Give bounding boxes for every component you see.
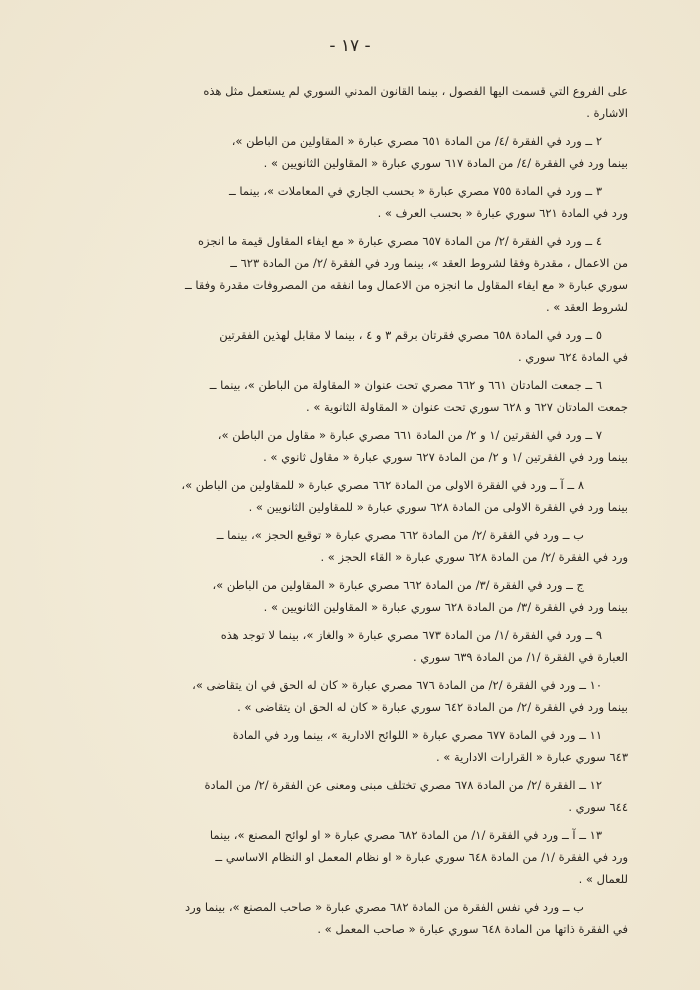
item-line: ١١ ــ ورد في المادة ٦٧٧ مصري عبارة « اللوائح الادارية »، بينما ورد في المادة bbox=[232, 728, 602, 742]
item-line: جمعت المادتان ٦٢٧ و ٦٢٨ سوري تحت عنوان « المقاولة الثانوية » . bbox=[306, 400, 628, 414]
numbered-item bbox=[88, 374, 628, 418]
numbered-item bbox=[88, 130, 628, 174]
item-line: في الفقرة ذاتها من المادة ٦٤٨ سوري عبارة « صاحب المعمل » . bbox=[317, 922, 628, 936]
sub-item bbox=[88, 896, 628, 940]
item-line: ٦ ــ جمعت المادتان ٦٦١ و ٦٦٢ مصري تحت عنوان « المقاولة من الباطن »، بينما ــ bbox=[209, 378, 602, 392]
document-body bbox=[88, 80, 628, 946]
numbered-item bbox=[88, 424, 628, 468]
item-line: ٨ ــ آ ــ ورد في الفقرة الاولى من المادة ٦٦٢ مصري عبارة « للمقاولين من الباطن »، bbox=[181, 478, 584, 492]
numbered-item bbox=[88, 774, 628, 818]
item-line: ٣ ــ ورد في المادة ٧٥٥ مصري عبارة « بحسب الجاري في المعاملات »، بينما ــ bbox=[229, 184, 602, 198]
numbered-item bbox=[88, 324, 628, 368]
intro-line: الاشارة . bbox=[586, 106, 628, 120]
item-line: للعمال » . bbox=[578, 872, 628, 886]
item-line: ورد في الفقرة /٢/ من المادة ٦٢٨ سوري عبارة « القاء الحجز » . bbox=[320, 550, 628, 564]
intro-line: على الفروع التي قسمت اليها الفصول ، بينما القانون المدني السوري لم يستعمل مثل هذه bbox=[203, 84, 628, 98]
numbered-items-list bbox=[88, 130, 628, 940]
item-line: ١٢ ــ الفقرة /٢/ من المادة ٦٧٨ مصري تختلف مبنى ومعنى عن الفقرة /٢/ من المادة bbox=[204, 778, 602, 792]
item-line: بينما ورد في الفقرتين /١ و ٢/ من المادة ٦٢٧ سوري عبارة « مقاول ثانوي » . bbox=[263, 450, 628, 464]
item-line: بينما ورد في الفقرة /٤/ من المادة ٦١٧ سوري عبارة « المقاولين الثانويين » . bbox=[263, 156, 628, 170]
item-line: ٢ ــ ورد في الفقرة /٤/ من المادة ٦٥١ مصري عبارة « المقاولين من الباطن »، bbox=[231, 134, 602, 148]
numbered-item bbox=[88, 724, 628, 768]
item-line: العبارة في الفقرة /١/ من المادة ٦٣٩ سوري . bbox=[412, 650, 628, 664]
item-line: في المادة ٦٢٤ سوري . bbox=[517, 350, 628, 364]
item-line: ب ــ ورد في الفقرة /٢/ من المادة ٦٦٢ مصري عبارة « توقيع الحجز »، بينما ــ bbox=[216, 528, 584, 542]
item-line: بينما ورد في الفقرة /٣/ من المادة ٦٢٨ سوري عبارة « المقاولين الثانويين » . bbox=[263, 600, 628, 614]
sub-item bbox=[88, 474, 628, 518]
sub-item bbox=[88, 524, 628, 568]
item-line: ٥ ــ ورد في المادة ٦٥٨ مصري فقرتان برقم ٣ و ٤ ، بينما لا مقابل لهذين الفقرتين bbox=[219, 328, 602, 342]
page-number: - ١٧ - bbox=[329, 36, 371, 56]
numbered-item bbox=[88, 674, 628, 718]
item-line: ٩ ــ ورد في الفقرة /١/ من المادة ٦٧٣ مصري عبارة « والغاز »، بينما لا توجد هذه bbox=[220, 628, 602, 642]
item-line: سوري عبارة « مع ايفاء المقاول ما انجزه من الاعمال وما انفقه من المصروفات مقدرة وفقا ــ bbox=[184, 278, 628, 292]
item-line: ٧ ــ ورد في الفقرتين /١ و ٢/ من المادة ٦٦١ مصري عبارة « مقاول من الباطن »، bbox=[217, 428, 602, 442]
item-line: ٤ ــ ورد في الفقرة /٢/ من المادة ٦٥٧ مصري عبارة « مع ايفاء المقاول قيمة ما انجزه bbox=[197, 234, 602, 248]
item-line: بينما ورد في الفقرة /٢/ من المادة ٦٤٢ سوري عبارة « كان له الحق ان يتقاضى » . bbox=[237, 700, 628, 714]
item-line: ج ــ ورد في الفقرة /٣/ من المادة ٦٦٢ مصري عبارة « المقاولين من الباطن »، bbox=[212, 578, 584, 592]
item-line: لشروط العقد » . bbox=[545, 300, 628, 314]
item-line: ٦٤٣ سوري عبارة « القرارات الادارية » . bbox=[435, 750, 628, 764]
intro-paragraph bbox=[88, 80, 628, 124]
numbered-item bbox=[88, 230, 628, 318]
numbered-item bbox=[88, 180, 628, 224]
item-line: بينما ورد في الفقرة الاولى من المادة ٦٢٨ سوري عبارة « للمقاولين الثانويين » . bbox=[248, 500, 628, 514]
item-line: ب ــ ورد في نفس الفقرة من المادة ٦٨٢ مصري عبارة « صاحب المصنع »، بينما ورد bbox=[185, 900, 584, 914]
item-line: ورد في المادة ٦٢١ سوري عبارة « بحسب العرف » . bbox=[377, 206, 628, 220]
item-line: من الاعمال ، مقدرة وفقا لشروط العقد »، بينما ورد في الفقرة /٢/ من المادة ٦٢٣ ــ bbox=[230, 256, 628, 270]
numbered-item bbox=[88, 824, 628, 890]
item-line: ١٠ ــ ورد في الفقرة /٢/ من المادة ٦٧٦ مصري عبارة « كان له الحق في ان يتقاضى »، bbox=[192, 678, 602, 692]
item-line: ١٣ ــ آ ــ ورد في الفقرة /١/ من المادة ٦٨٢ مصري عبارة « او لوائح المصنع »، بينما bbox=[209, 828, 602, 842]
item-line: ورد في الفقرة /١/ من المادة ٦٤٨ سوري عبارة « او نظام المعمل او النظام الاساسي ــ bbox=[215, 850, 628, 864]
numbered-item bbox=[88, 624, 628, 668]
sub-item bbox=[88, 574, 628, 618]
item-line: ٦٤٤ سوري . bbox=[568, 800, 628, 814]
